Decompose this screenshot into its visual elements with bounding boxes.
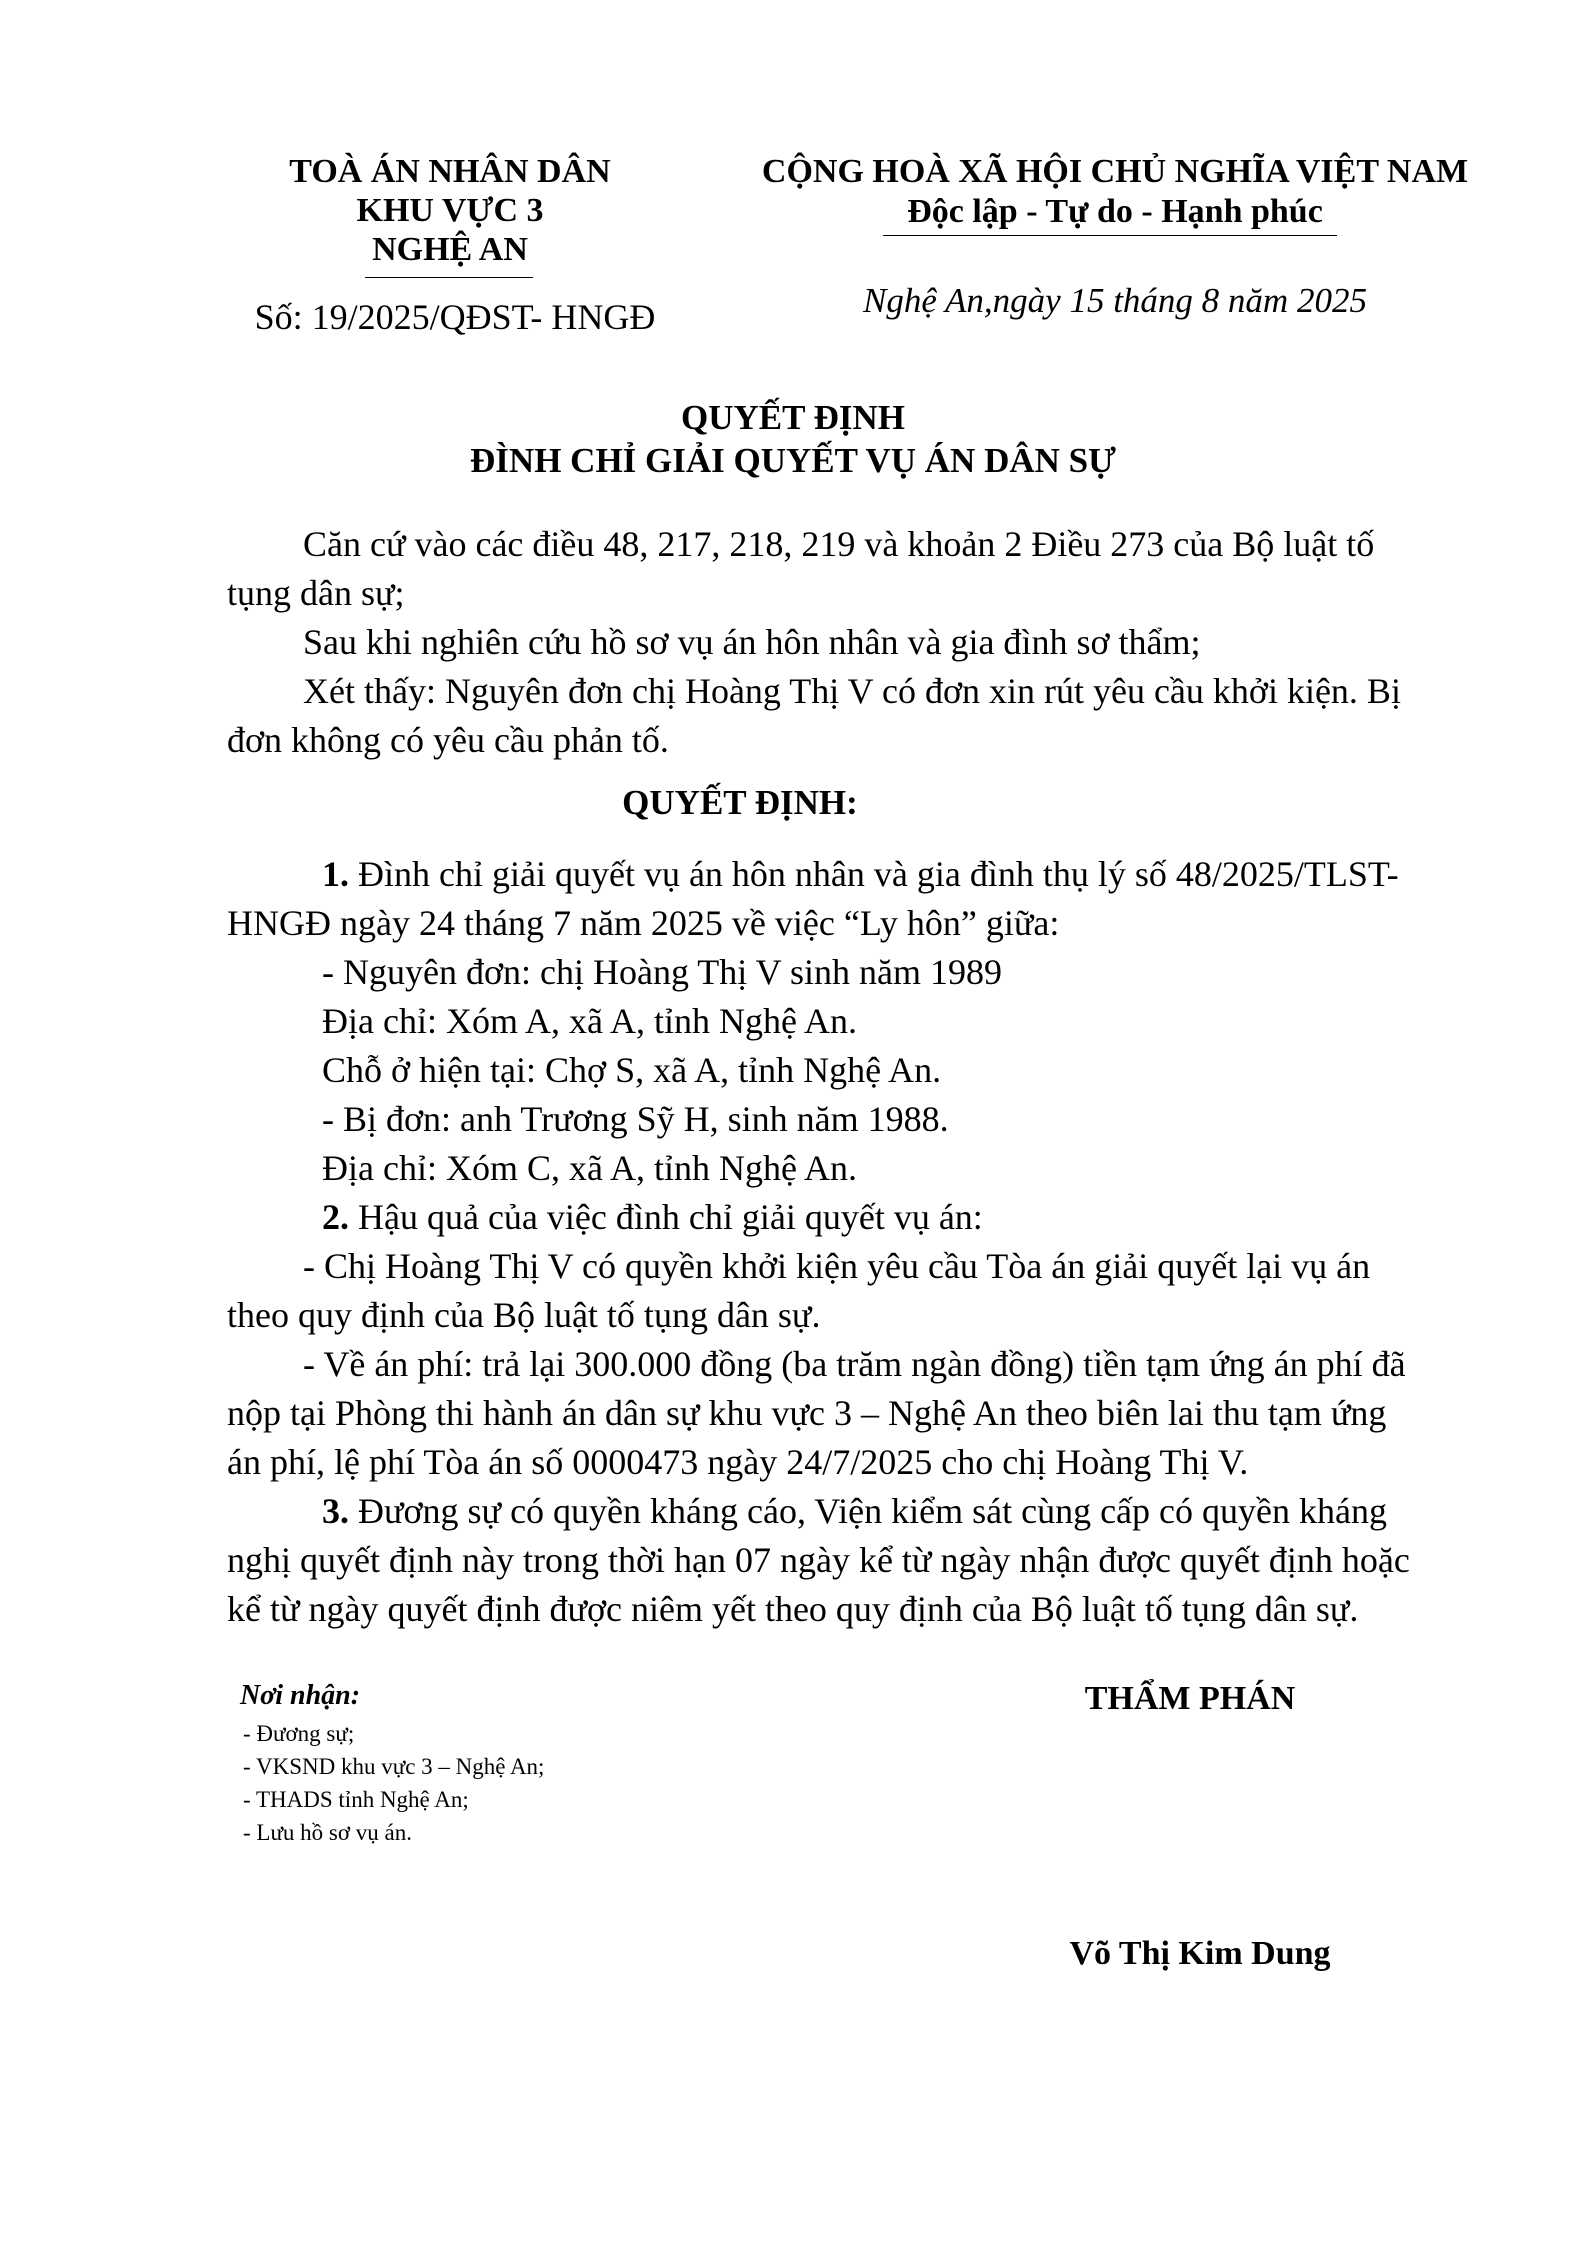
signature-title: THẨM PHÁN (1084, 1680, 1296, 1717)
court-name (230, 152, 670, 269)
court-line-2: KHU VỰC 3 (356, 192, 544, 229)
plaintiff-residence: Chỗ ở hiện tại: Chợ S, xã A, tỉnh Nghệ An. (322, 1050, 942, 1090)
item-1-line-1 (322, 850, 1399, 899)
research-statement: Sau khi nghiên cứu hồ sơ vụ án hôn nhân và gia đình sơ thẩm; (303, 622, 1201, 662)
decision-heading: QUYẾT ĐỊNH: (622, 783, 858, 822)
recipient-item: - THADS tỉnh Nghệ An; (243, 1787, 469, 1812)
signer-name: Võ Thị Kim Dung (1069, 1935, 1331, 1972)
item-2b-line-3: án phí, lệ phí Tòa án số 0000473 ngày 24/7/2025 cho chị Hoàng Thị V. (227, 1442, 1249, 1482)
item-2a-line-1: - Chị Hoàng Thị V có quyền khởi kiện yêu cầu Tòa án giải quyết lại vụ án (303, 1246, 1371, 1286)
item-3-text: Đương sự có quyền kháng cáo, Viện kiểm sát cùng cấp có quyền kháng (349, 1491, 1387, 1531)
item-2b-line-1: - Về án phí: trả lại 300.000 đồng (ba trăm ngàn đồng) tiền tạm ứng án phí đã (303, 1344, 1406, 1384)
legal-basis-line-1: Căn cứ vào các điều 48, 217, 218, 219 và khoản 2 Điều 273 của Bộ luật tố (303, 524, 1375, 564)
item-1-text: Đình chỉ giải quyết vụ án hôn nhân và gia đình thụ lý số 48/2025/TLST- (349, 854, 1399, 894)
defendant-address: Địa chỉ: Xóm C, xã A, tỉnh Nghệ An. (322, 1148, 857, 1188)
finding-line-1: Xét thấy: Nguyên đơn chị Hoàng Thị V có đơn xin rút yêu cầu khởi kiện. Bị (303, 671, 1401, 711)
item-3-line-1 (322, 1487, 1387, 1536)
decision-title: QUYẾT ĐỊNH (681, 398, 905, 437)
legal-basis-line-2: tụng dân sự; (227, 573, 405, 613)
court-line-1: TOÀ ÁN NHÂN DÂN (289, 153, 611, 190)
recipient-item: - VKSND khu vực 3 – Nghệ An; (243, 1754, 545, 1779)
defendant: - Bị đơn: anh Trương Sỹ H, sinh năm 1988. (322, 1099, 949, 1139)
item-2-text: Hậu quả của việc đình chỉ giải quyết vụ án: (349, 1197, 983, 1237)
country-name: CỘNG HOÀ XÃ HỘI CHỦ NGHĨA VIỆT NAM (761, 153, 1469, 190)
item-2-number: 2. (322, 1197, 349, 1237)
recipient-item: - Đương sự; (243, 1721, 355, 1746)
item-1-line-2: HNGĐ ngày 24 tháng 7 năm 2025 về việc “Ly hôn” giữa: (227, 903, 1060, 943)
item-2a-line-2: theo quy định của Bộ luật tố tụng dân sự. (227, 1295, 821, 1335)
recipient-item: - Lưu hồ sơ vụ án. (243, 1820, 412, 1845)
case-number: Số: 19/2025/QĐST- HNGĐ (254, 297, 656, 337)
court-line-3: NGHỆ AN (372, 231, 528, 268)
motto-underline (883, 235, 1337, 236)
item-3-line-3: kể từ ngày quyết định được niêm yết theo quy định của Bộ luật tố tụng dân sự. (227, 1589, 1359, 1629)
national-motto: Độc lập - Tự do - Hạnh phúc (907, 193, 1323, 230)
finding-line-2: đơn không có yêu cầu phản tố. (227, 720, 669, 760)
court-underline (365, 277, 533, 278)
item-3-number: 3. (322, 1491, 349, 1531)
item-3-line-2: nghị quyết định này trong thời hạn 07 ngày kể từ ngày nhận được quyết định hoặc (227, 1540, 1410, 1580)
decision-subtitle: ĐÌNH CHỈ GIẢI QUYẾT VỤ ÁN DÂN SỰ (470, 441, 1116, 480)
place-and-date: Nghệ An,ngày 15 tháng 8 năm 2025 (863, 281, 1367, 320)
item-1-number: 1. (322, 854, 349, 894)
item-2-line (322, 1193, 983, 1242)
recipients-heading: Nơi nhận: (240, 1680, 361, 1711)
plaintiff: - Nguyên đơn: chị Hoàng Thị V sinh năm 1989 (322, 952, 1002, 992)
plaintiff-address: Địa chỉ: Xóm A, xã A, tỉnh Nghệ An. (322, 1001, 857, 1041)
item-2b-line-2: nộp tại Phòng thi hành án dân sự khu vực 3 – Nghệ An theo biên lai thu tạm ứng (227, 1393, 1387, 1433)
